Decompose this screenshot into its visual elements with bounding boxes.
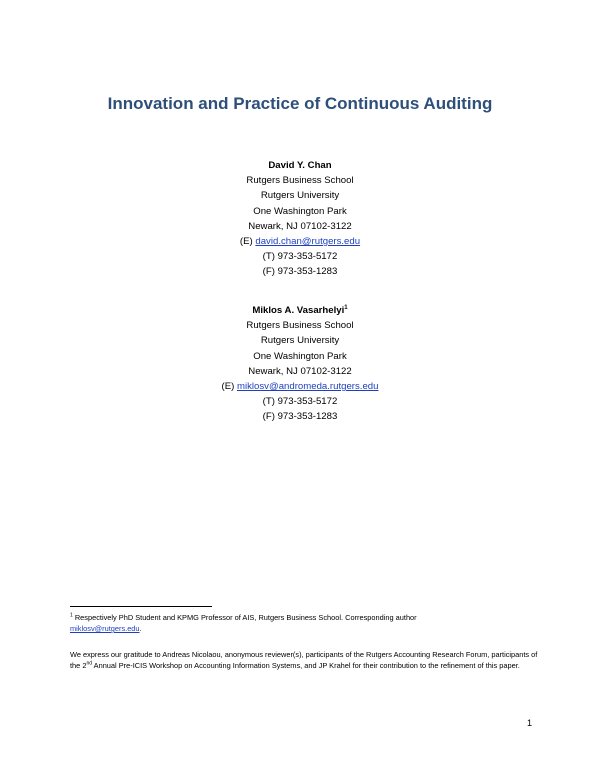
footnote-1: $^1$ Respectively PhD Student and KPMG Professor of AIS, Rutgers Business School. Corresponding author miklosv@rutgers.edu. xyxy=(70,612,417,633)
author-block-chan xyxy=(0,158,600,280)
affiliation-line: Rutgers Business School xyxy=(246,175,354,187)
affiliation-line: Rutgers Business School xyxy=(246,320,354,332)
fax-line: (F) 973-353-1283 xyxy=(262,266,338,278)
affiliation-line: Newark, NJ 07102-3122 xyxy=(248,365,352,377)
email-line: (E) david.chan@rutgers.edu xyxy=(239,236,361,248)
paper-title: Innovation and Practice of Continuous Auditing xyxy=(107,94,493,113)
page-number: 1 xyxy=(526,718,532,728)
footnote-marker: 1 xyxy=(344,304,348,311)
email-line: (E) miklosv@andromeda.rutgers.edu xyxy=(221,381,379,393)
footnote-number: 1 xyxy=(70,612,73,619)
phone-line: (T) 973-353-5172 xyxy=(262,251,338,263)
email-link[interactable]: david.chan@rutgers.edu xyxy=(255,236,361,248)
affiliation-line: One Washington Park xyxy=(253,350,347,362)
fax-line: (F) 973-353-1283 xyxy=(262,411,338,423)
author-block-vasarhelyi xyxy=(0,303,600,425)
affiliation-line: Rutgers University xyxy=(260,190,340,202)
affiliation-line: Rutgers University xyxy=(260,335,340,347)
author-name: Miklos A. Vasarhelyi$^1$ xyxy=(252,304,348,316)
affiliation-line: One Washington Park xyxy=(253,205,347,217)
phone-line: (T) 973-353-5172 xyxy=(262,396,338,408)
email-link[interactable]: miklosv@andromeda.rutgers.edu xyxy=(237,381,379,393)
affiliation-line: Newark, NJ 07102-3122 xyxy=(248,220,352,232)
author-name: David Y. Chan xyxy=(268,160,332,171)
acknowledgement-note: We express our gratitude to Andreas Nicolaou, anonymous reviewer(s), participants of the Rutgers Accounting Research Forum, participants of the 2nd Annual Pre-ICIS Workshop on Accounting Information Systems, and JP Krahel for their contribution to the refinement of this paper. xyxy=(70,650,538,670)
footnote-divider xyxy=(70,606,212,607)
footnote-email-link[interactable]: miklosv@rutgers.edu xyxy=(70,624,140,633)
